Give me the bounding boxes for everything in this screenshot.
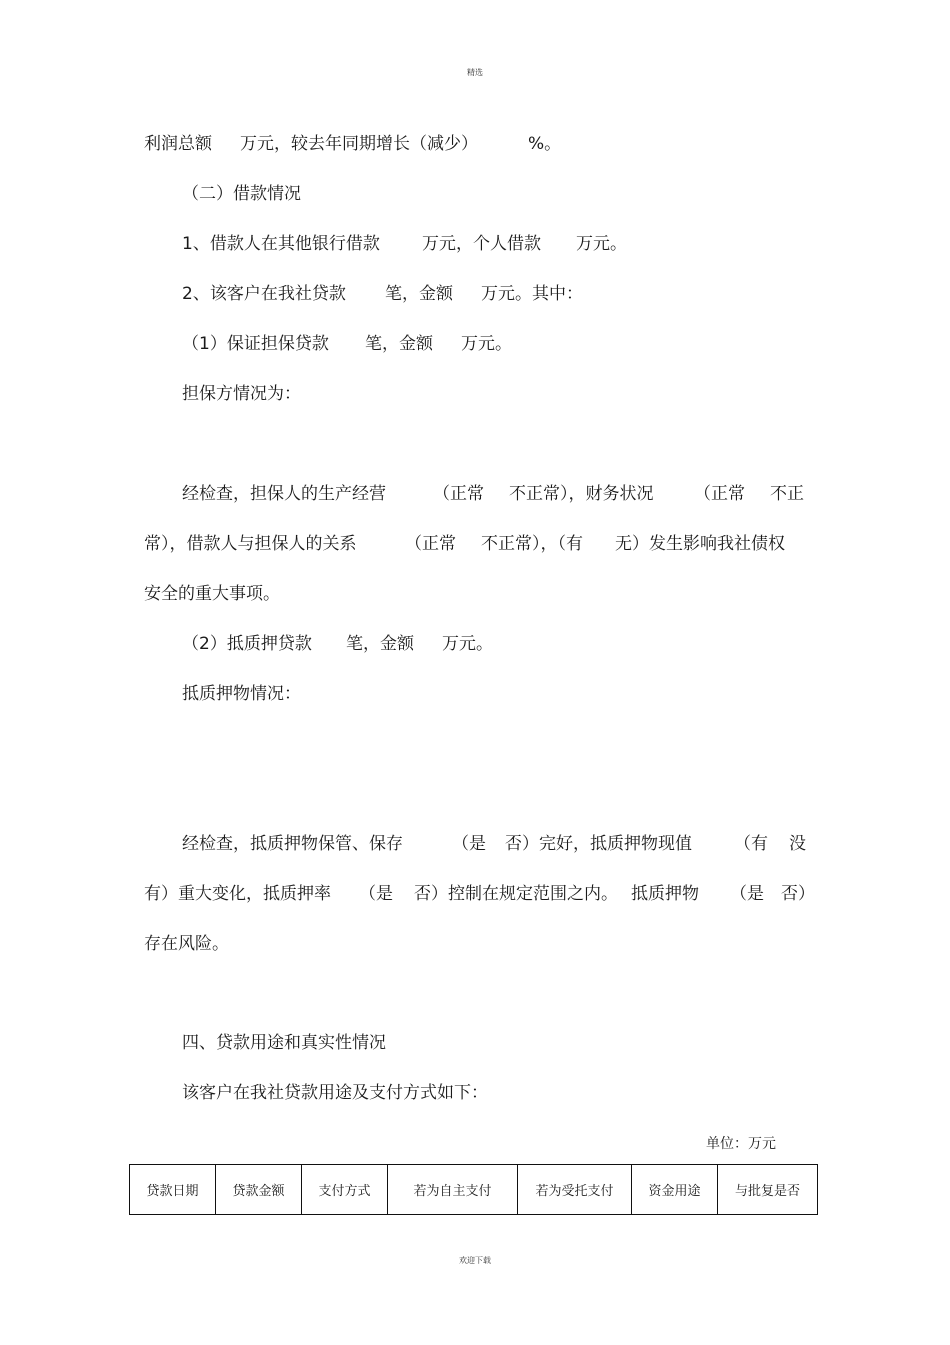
guarantor-info-label: 担保方情况为： [182,384,301,404]
option-abnormal-yes: 不正常），（有 [481,534,583,554]
unit-label: 单位：万元 [706,1136,776,1152]
page-footer: 欢迎下载 [459,1256,491,1265]
collateral-label: 抵质押物 [631,884,699,904]
header-fund-usage: 资金用途 [632,1165,718,1215]
option-normal: （正常 [433,484,484,504]
coop-loans-amount-label: 笔，金额 [385,284,453,304]
header-self-payment: 若为自主支付 [388,1165,518,1215]
header-loan-amount: 贷款金额 [216,1165,302,1215]
header-loan-date: 贷款日期 [130,1165,216,1215]
usage-intro: 该客户在我社贷款用途及支付方式如下： [182,1083,488,1103]
collateral-info-label: 抵质押物情况： [182,684,301,704]
section-loans-heading: （二）借款情况 [182,184,301,204]
option-abnormal-financial: 不正常），财务状况 [509,484,654,504]
collateral-loan-label: （2）抵质押贷款 [182,634,312,654]
coop-loans-label: 2、该客户在我社贷款 [182,284,346,304]
collateral-loan-unit: 万元。 [442,634,493,654]
collateral-loan-amount-label: 笔，金额 [346,634,414,654]
option-no-intact: 否）完好，抵质押物现值 [505,834,692,854]
profit-growth: 万元，较去年同期增长（减少） [240,134,478,154]
profit-label: 利润总额 [144,134,212,154]
option-no-impact: 无）发生影响我社债权 [615,534,785,554]
table-header-row [130,1165,818,1215]
relation-label: 常），借款人与担保人的关系 [144,534,357,554]
option-normal-2: （正常 [694,484,745,504]
personal-loan-unit: 万元。 [576,234,627,254]
option-have: （有 [734,834,768,854]
header-entrusted-payment: 若为受托支付 [518,1165,632,1215]
guarantor-production-label: 经检查，担保人的生产经营 [182,484,386,504]
page-header: 精选 [467,68,483,77]
header-approval-match: 与批复是否 [718,1165,818,1215]
personal-loan-label: 万元，个人借款 [422,234,541,254]
collateral-storage-label: 经检查，抵质押物保管、保存 [182,834,403,854]
coop-loans-unit: 万元。其中： [481,284,583,304]
guarantor-check-line-3: 安全的重大事项。 [144,584,280,604]
option-none-part: 没 [789,834,806,854]
other-bank-label: 1、借款人在其他银行借款 [182,234,380,254]
guarantee-loan-unit: 万元。 [461,334,512,354]
header-payment-method: 支付方式 [302,1165,388,1215]
option-no-3: 否） [781,884,815,904]
guarantee-loan-amount-label: 笔，金额 [365,334,433,354]
guarantee-loan-label: （1）保证担保贷款 [182,334,329,354]
option-yes: （是 [452,834,486,854]
option-yes-3: （是 [730,884,764,904]
option-no-controlled: 否）控制在规定范围之内。 [414,884,618,904]
section-usage-heading: 四、贷款用途和真实性情况 [182,1033,386,1053]
loan-usage-table [129,1164,818,1215]
change-ratio-label: 有）重大变化，抵质押率 [144,884,331,904]
option-yes-2: （是 [359,884,393,904]
profit-percent: %。 [528,134,562,154]
option-normal-3: （正常 [405,534,456,554]
option-abnormal-part: 不正 [770,484,804,504]
collateral-check-line-3: 存在风险。 [144,934,229,954]
